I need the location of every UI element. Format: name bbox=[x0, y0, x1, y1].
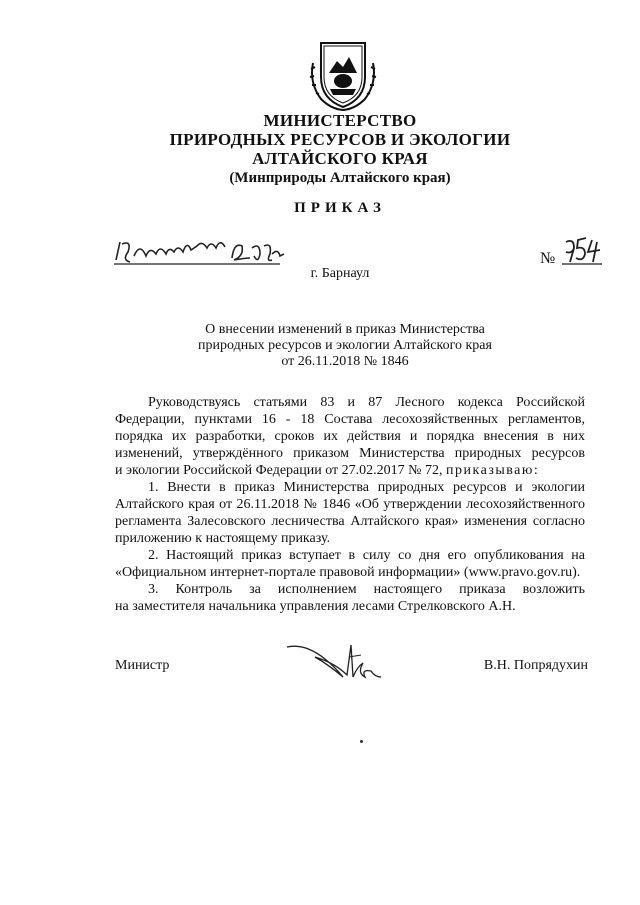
ministry-line-2: ПРИРОДНЫХ РЕСУРСОВ И ЭКОЛОГИИ bbox=[169, 130, 511, 149]
ministry-line-1: МИНИСТЕРСТВО bbox=[263, 111, 417, 130]
preamble-line: порядка их разработки, сроков их действия и порядка внесения в них bbox=[115, 429, 585, 444]
handwritten-document-number bbox=[562, 236, 602, 266]
ministry-short-name: (Минприроды Алтайского края) bbox=[229, 170, 451, 186]
item-1-line: приложению к настоящему приказу. bbox=[115, 531, 331, 546]
city-name: г. Барнаул bbox=[310, 266, 370, 281]
subject-line-2: природных ресурсов и экологии Алтайского края bbox=[198, 338, 492, 353]
orders-keyword: приказываю: bbox=[446, 463, 540, 478]
signatory-name: В.Н. Попрядухин bbox=[483, 658, 588, 673]
item-3-line: 3. Контроль за исполнением настоящего приказа возложить bbox=[148, 582, 585, 597]
minister-signature bbox=[285, 637, 385, 687]
preamble-line: Федерации, пунктами 16 - 18 Состава лесохозяйственных регламентов, bbox=[115, 412, 585, 427]
item-3-line: на заместителя начальника управления лесами Стрелковского А.Н. bbox=[115, 599, 516, 614]
item-2-line: «Официальном интернет-портале правовой информации» (www.pravo.gov.ru). bbox=[115, 565, 581, 580]
item-1-line: Алтайского края от 26.11.2018 № 1846 «Об утверждении лесохозяйственного bbox=[115, 497, 585, 512]
coat-of-arms-emblem bbox=[303, 33, 383, 113]
document-type-title: ПРИКАЗ bbox=[294, 200, 386, 216]
order-body bbox=[115, 394, 585, 615]
subject-line-3: от 26.11.2018 № 1846 bbox=[281, 354, 409, 369]
item-1-line: 1. Внести в приказ Министерства природных ресурсов и экологии bbox=[148, 480, 585, 495]
ministry-line-3: АЛТАЙСКОГО КРАЯ bbox=[252, 149, 428, 168]
preamble-line: Руководствуясь статьями 83 и 87 Лесного кодекса Российской bbox=[148, 395, 585, 410]
preamble-line: изменений, утверждённого приказом Министерства природных ресурсов bbox=[115, 446, 585, 461]
number-label: № bbox=[540, 250, 556, 267]
order-subject bbox=[180, 322, 510, 370]
subject-line-1: О внесении изменений в приказ Министерства bbox=[205, 322, 485, 337]
preamble-line-final bbox=[115, 462, 585, 479]
handwritten-date bbox=[112, 236, 287, 268]
scan-speck bbox=[360, 740, 363, 743]
item-1-line: регламента Залесовского лесничества Алтайского края» изменения согласно bbox=[115, 514, 585, 529]
preamble-text: и экологии Российской Федерации от 27.02.2017 № 72, bbox=[115, 463, 443, 478]
item-2-line: 2. Настоящий приказ вступает в силу со дня его опубликования на bbox=[148, 548, 585, 563]
signatory-title: Министр bbox=[115, 658, 170, 673]
